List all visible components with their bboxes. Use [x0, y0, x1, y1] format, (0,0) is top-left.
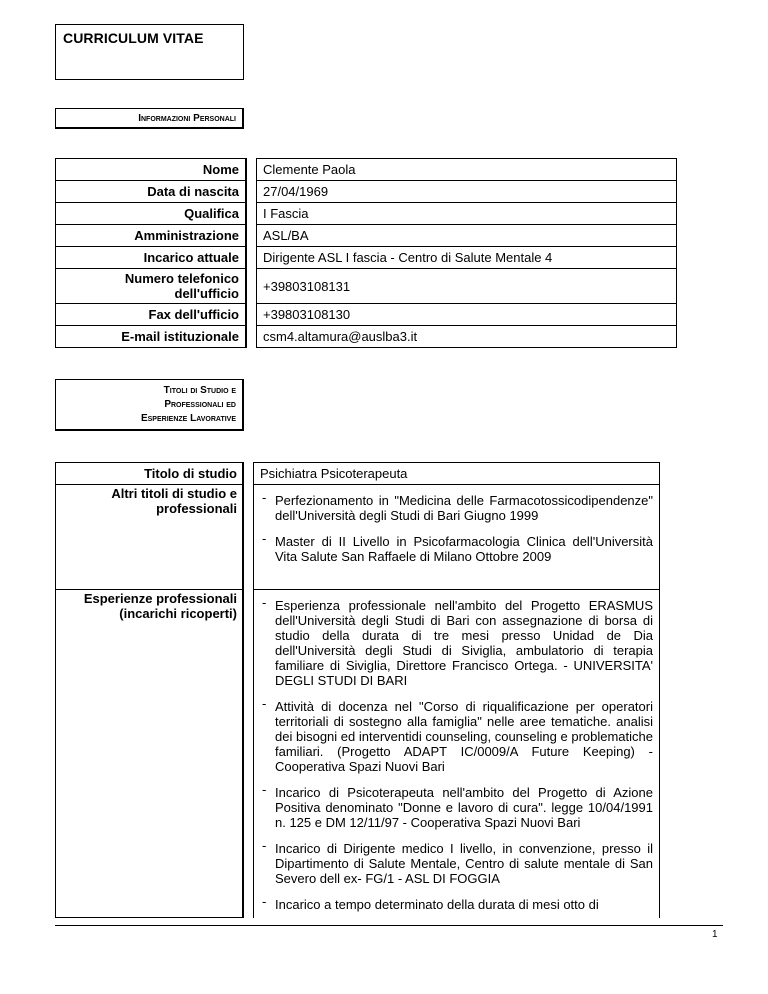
experience-label: Esperienze professionali (incarichi ricoperti) [83, 591, 237, 621]
titles-section-line-3: Esperienze Lavorative [140, 413, 236, 424]
qualification-label: Qualifica [56, 203, 247, 225]
list-item: - Perfezionamento in "Medicina delle Farmacotossicodipendenze" dell'Università degli Studi di Bari Giugno 1999 [261, 493, 653, 523]
name-label: Nome [56, 159, 247, 181]
table-row [56, 225, 677, 247]
cv-title-box [55, 24, 244, 80]
office-phone-label: Numero telefonico dell'ufficio [56, 269, 247, 304]
table-row [56, 326, 677, 348]
administration-value: ASL/BA [257, 225, 677, 247]
list-item: - Master di II Livello in Psicofarmacologia Clinica dell'Università Vita Salute San Raffaele di Milano Ottobre 2009 [261, 534, 653, 564]
list-item: - Attività di docenza nel "Corso di riqualificazione per operatori territoriali di sostegno alla famiglia" nelle aree tematiche. analisi dei bisogni ed interventidi counseling, counseling e problematiche familiari. (Progetto ADAPT IC/0009/A Future Keeping) - Cooperativa Spazi Nuovi Bari [261, 699, 653, 774]
email-label: E-mail istituzionale [56, 326, 247, 348]
other-titles-label-cell [55, 485, 244, 590]
office-fax-value: +39803108130 [257, 304, 677, 326]
qualification-value: I Fascia [257, 203, 677, 225]
birthdate-value: 27/04/1969 [257, 181, 677, 203]
list-item: - Esperienza professionale nell'ambito del Progetto ERASMUS dell'Università degli Studi di Bari con assegnazione di borsa di studio della durata di tre mesi presso Unidad de Dia dell'Università degli Studi di Siviglia, ambulatorio di terapia familiare di Siviglia, Direttore Francisco Ortega. - UNIVERSITA' DEGLI STUDI DI BARI [261, 598, 653, 688]
list-item: - Incarico a tempo determinato della durata di mesi otto di [261, 897, 653, 912]
experience-value-cell [253, 590, 660, 918]
table-row [56, 203, 677, 225]
personal-info-section-header [55, 108, 244, 129]
current-role-label: Incarico attuale [56, 247, 247, 269]
study-title-label: Titolo di studio [144, 466, 237, 481]
study-title-value: Psichiatra Psicoterapeuta [260, 466, 408, 481]
name-value: Clemente Paola [257, 159, 677, 181]
table-row [56, 269, 677, 304]
titles-section-header [55, 379, 244, 431]
table-row [56, 159, 677, 181]
list-item: - Incarico di Psicoterapeuta nell'ambito del Progetto di Azione Positiva denominato "Donne e lavoro di cura". legge 10/04/1991 n. 125 e DM 12/11/97 - Cooperativa Spazi Nuovi Bari [261, 785, 653, 830]
email-value: csm4.altamura@auslba3.it [257, 326, 677, 348]
cv-title: CURRICULUM VITAE [63, 30, 204, 46]
other-titles-label: Altri titoli di studio e professionali [111, 486, 237, 516]
table-row [56, 304, 677, 326]
experience-label-cell [55, 590, 244, 918]
personal-info-table [55, 158, 677, 348]
page-number: 1 [712, 929, 718, 940]
personal-info-section-label: Informazioni Personali [138, 113, 236, 124]
office-fax-label: Fax dell'ufficio [56, 304, 247, 326]
table-row [56, 181, 677, 203]
current-role-value: Dirigente ASL I fascia - Centro di Salute Mentale 4 [257, 247, 677, 269]
other-titles-value-cell [253, 485, 660, 590]
footer-rule [55, 925, 723, 926]
titles-section-line-1: Titoli di Studio e [163, 385, 236, 396]
administration-label: Amministrazione [56, 225, 247, 247]
study-title-value-cell [253, 462, 660, 485]
office-phone-value: +39803108131 [257, 269, 677, 304]
list-item: - Incarico di Dirigente medico I livello, in convenzione, presso il Dipartimento di Salute Mentale, Centro di salute mentale di San Severo dell ex- FG/1 - ASL DI FOGGIA [261, 841, 653, 886]
table-row [56, 247, 677, 269]
birthdate-label: Data di nascita [56, 181, 247, 203]
titles-section-line-2: Professionali ed [164, 399, 236, 410]
study-title-label-cell [55, 462, 244, 485]
